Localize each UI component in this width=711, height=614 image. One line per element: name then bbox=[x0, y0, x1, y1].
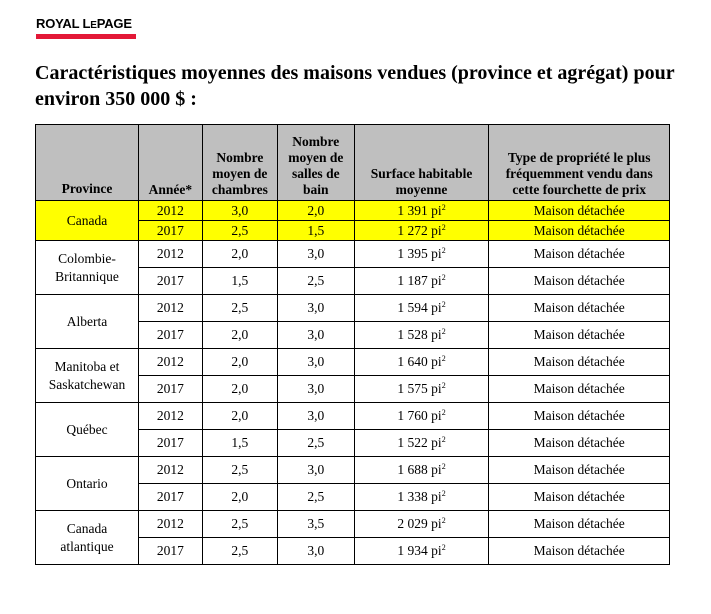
region-cell: Colombie-Britannique bbox=[36, 241, 139, 295]
surface-cell bbox=[354, 484, 489, 511]
bathrooms-cell: 2,5 bbox=[277, 430, 354, 457]
surface-cell bbox=[354, 403, 489, 430]
year-cell: 2017 bbox=[138, 484, 202, 511]
bedrooms-cell: 1,5 bbox=[202, 268, 277, 295]
surface-cell bbox=[354, 430, 489, 457]
bedrooms-cell: 2,0 bbox=[202, 322, 277, 349]
bathrooms-cell: 3,0 bbox=[277, 403, 354, 430]
region-cell: Québec bbox=[36, 403, 139, 457]
logo-wordmark: ROYAL LEPAGE bbox=[36, 16, 132, 31]
surface-cell bbox=[354, 538, 489, 565]
property-type-cell: Maison détachée bbox=[489, 403, 670, 430]
square-unit-superscript: 2 bbox=[441, 462, 446, 471]
bathrooms-cell: 3,0 bbox=[277, 295, 354, 322]
surface-cell bbox=[354, 201, 489, 221]
square-unit-superscript: 2 bbox=[441, 222, 446, 232]
logo-red-bar bbox=[36, 34, 136, 39]
bedrooms-cell: 2,0 bbox=[202, 349, 277, 376]
year-cell: 2012 bbox=[138, 201, 202, 221]
region-cell: Alberta bbox=[36, 295, 139, 349]
surface-value: 1 934 pi bbox=[397, 543, 442, 558]
year-cell: 2017 bbox=[138, 430, 202, 457]
surface-value: 1 688 pi bbox=[397, 462, 442, 477]
property-type-cell: Maison détachée bbox=[489, 241, 670, 268]
table-row bbox=[36, 511, 670, 538]
property-type-cell: Maison détachée bbox=[489, 430, 670, 457]
property-type-cell: Maison détachée bbox=[489, 457, 670, 484]
region-cell: Ontario bbox=[36, 457, 139, 511]
surface-value: 1 594 pi bbox=[397, 300, 442, 315]
housing-characteristics-table bbox=[35, 124, 670, 565]
square-unit-superscript: 2 bbox=[441, 354, 446, 363]
square-unit-superscript: 2 bbox=[441, 516, 446, 525]
square-unit-superscript: 2 bbox=[441, 489, 446, 498]
year-cell: 2017 bbox=[138, 376, 202, 403]
year-cell: 2012 bbox=[138, 511, 202, 538]
bathrooms-cell: 1,5 bbox=[277, 221, 354, 241]
surface-value: 1 272 pi bbox=[397, 222, 442, 238]
table-body bbox=[36, 201, 670, 565]
surface-cell bbox=[354, 457, 489, 484]
surface-value: 1 522 pi bbox=[397, 435, 442, 450]
square-unit-superscript: 2 bbox=[441, 327, 446, 336]
year-cell: 2017 bbox=[138, 268, 202, 295]
bedrooms-cell: 2,0 bbox=[202, 376, 277, 403]
square-unit-superscript: 2 bbox=[441, 435, 446, 444]
property-type-cell: Maison détachée bbox=[489, 511, 670, 538]
square-unit-superscript: 2 bbox=[441, 381, 446, 390]
royal-lepage-logo bbox=[36, 17, 136, 39]
region-cell: Canada atlantique bbox=[36, 511, 139, 565]
bathrooms-cell: 3,0 bbox=[277, 457, 354, 484]
surface-value: 1 575 pi bbox=[397, 381, 442, 396]
bathrooms-cell: 3,5 bbox=[277, 511, 354, 538]
surface-cell bbox=[354, 376, 489, 403]
bedrooms-cell: 2,5 bbox=[202, 295, 277, 322]
table-row bbox=[36, 241, 670, 268]
property-type-cell: Maison détachée bbox=[489, 295, 670, 322]
surface-value: 1 395 pi bbox=[397, 246, 442, 261]
table-header-row bbox=[36, 125, 670, 201]
bathrooms-cell: 3,0 bbox=[277, 322, 354, 349]
header-bathrooms: Nombre moyen de salles de bain bbox=[277, 125, 354, 201]
square-unit-superscript: 2 bbox=[441, 246, 446, 255]
year-cell: 2012 bbox=[138, 241, 202, 268]
surface-cell bbox=[354, 322, 489, 349]
surface-cell bbox=[354, 349, 489, 376]
header-property-type: Type de propriété le plus fréquemment vendu dans cette fourchette de prix bbox=[489, 125, 670, 201]
bedrooms-cell: 2,0 bbox=[202, 241, 277, 268]
property-type-cell: Maison détachée bbox=[489, 538, 670, 565]
surface-cell bbox=[354, 295, 489, 322]
property-type-cell: Maison détachée bbox=[489, 322, 670, 349]
bathrooms-cell: 2,5 bbox=[277, 484, 354, 511]
table-row bbox=[36, 201, 670, 221]
year-cell: 2012 bbox=[138, 295, 202, 322]
bathrooms-cell: 3,0 bbox=[277, 538, 354, 565]
header-year: Année* bbox=[138, 125, 202, 201]
bedrooms-cell: 2,5 bbox=[202, 511, 277, 538]
bedrooms-cell: 2,0 bbox=[202, 403, 277, 430]
square-unit-superscript: 2 bbox=[441, 273, 446, 282]
bedrooms-cell: 3,0 bbox=[202, 201, 277, 221]
surface-cell bbox=[354, 221, 489, 241]
surface-value: 1 391 pi bbox=[397, 202, 442, 218]
bathrooms-cell: 3,0 bbox=[277, 376, 354, 403]
bedrooms-cell: 2,0 bbox=[202, 484, 277, 511]
surface-value: 1 338 pi bbox=[397, 489, 442, 504]
property-type-cell: Maison détachée bbox=[489, 221, 670, 241]
square-unit-superscript: 2 bbox=[441, 300, 446, 309]
bathrooms-cell: 2,5 bbox=[277, 268, 354, 295]
bedrooms-cell: 1,5 bbox=[202, 430, 277, 457]
surface-value: 1 760 pi bbox=[397, 408, 442, 423]
year-cell: 2012 bbox=[138, 403, 202, 430]
surface-value: 1 640 pi bbox=[397, 354, 442, 369]
table-row bbox=[36, 295, 670, 322]
surface-value: 1 187 pi bbox=[397, 273, 442, 288]
bathrooms-cell: 2,0 bbox=[277, 201, 354, 221]
surface-value: 1 528 pi bbox=[397, 327, 442, 342]
surface-cell bbox=[354, 241, 489, 268]
property-type-cell: Maison détachée bbox=[489, 484, 670, 511]
region-cell: Manitoba et Saskatchewan bbox=[36, 349, 139, 403]
square-unit-superscript: 2 bbox=[441, 543, 446, 552]
year-cell: 2012 bbox=[138, 349, 202, 376]
table-row bbox=[36, 349, 670, 376]
square-unit-superscript: 2 bbox=[441, 408, 446, 417]
property-type-cell: Maison détachée bbox=[489, 201, 670, 221]
bedrooms-cell: 2,5 bbox=[202, 538, 277, 565]
bathrooms-cell: 3,0 bbox=[277, 349, 354, 376]
surface-cell bbox=[354, 268, 489, 295]
table-row bbox=[36, 457, 670, 484]
table-row bbox=[36, 403, 670, 430]
bedrooms-cell: 2,5 bbox=[202, 221, 277, 241]
header-surface: Surface habitable moyenne bbox=[354, 125, 489, 201]
year-cell: 2017 bbox=[138, 538, 202, 565]
region-cell: Canada bbox=[36, 201, 139, 241]
year-cell: 2017 bbox=[138, 221, 202, 241]
page-title: Caractéristiques moyennes des maisons vendues (province et agrégat) pour environ 350 000 $ : bbox=[35, 62, 675, 110]
bathrooms-cell: 3,0 bbox=[277, 241, 354, 268]
bedrooms-cell: 2,5 bbox=[202, 457, 277, 484]
header-bedrooms: Nombre moyen de chambres bbox=[202, 125, 277, 201]
surface-cell bbox=[354, 511, 489, 538]
property-type-cell: Maison détachée bbox=[489, 268, 670, 295]
header-province: Province bbox=[36, 125, 139, 201]
year-cell: 2012 bbox=[138, 457, 202, 484]
property-type-cell: Maison détachée bbox=[489, 376, 670, 403]
surface-value: 2 029 pi bbox=[397, 516, 442, 531]
square-unit-superscript: 2 bbox=[441, 202, 446, 212]
property-type-cell: Maison détachée bbox=[489, 349, 670, 376]
year-cell: 2017 bbox=[138, 322, 202, 349]
